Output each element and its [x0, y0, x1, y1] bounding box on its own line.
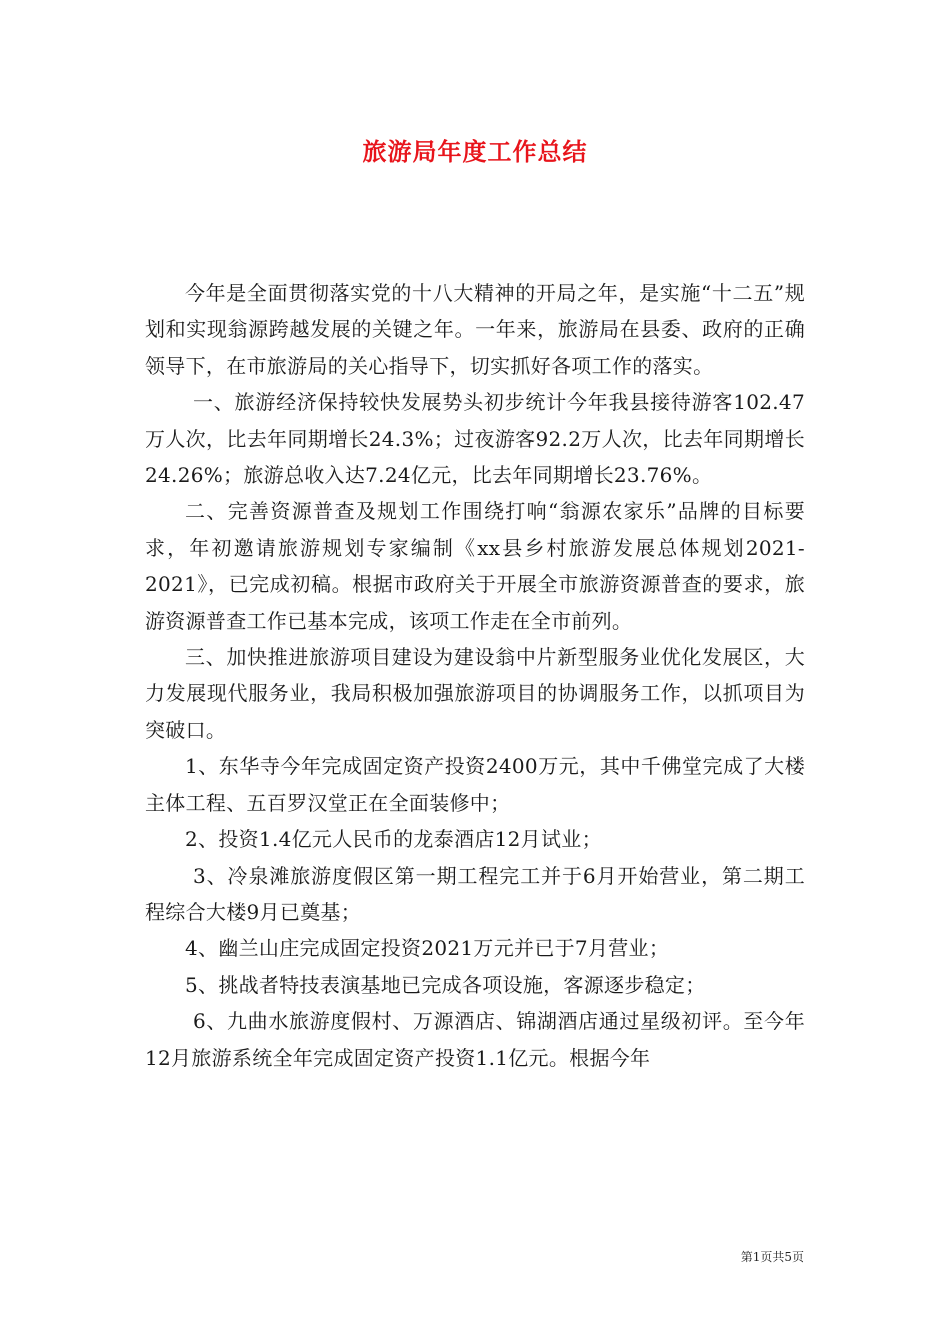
- list-item-jiuqushui-resort: 6、九曲水旅游度假村、万源酒店、锦湖酒店通过星级初评。至今年12月旅游系统全年完成固定资产投资1.1亿元。根据今年: [145, 1009, 805, 1070]
- paragraph-resource-survey: 二、完善资源普查及规划工作围绕打响“翁源农家乐”品牌的目标要求，年初邀请旅游规划专家编制《xx县乡村旅游发展总体规划2021-2021》，已完成初稿。根据市政府关于开展全市旅游资源普查的要求，旅游资源普查工作已基本完成，该项工作走在全市前列。: [145, 499, 805, 633]
- page-title: 旅游局年度工作总结: [362, 137, 588, 166]
- paragraph-project-construction: 三、加快推进旅游项目建设为建设翁中片新型服务业优化发展区，大力发展现代服务业，我局积极加强旅游项目的协调服务工作，以抓项目为突破口。: [145, 645, 805, 742]
- list-item-longtai-hotel: 2、投资1.4亿元人民币的龙泰酒店12月试业；: [185, 827, 602, 852]
- paragraph-tourism-economy: 一、旅游经济保持较快发展势头初步统计今年我县接待游客102.47万人次，比去年同期增长24.3%；过夜游客92.2万人次，比去年同期增长24.26%；旅游总收入达7.24亿元，比去年同期增长23.76%。: [145, 390, 805, 488]
- document-body: [145, 275, 805, 1076]
- paragraph-intro: 今年是全面贯彻落实党的十八大精神的开局之年，是实施“十二五”规划和实现翁源跨越发展的关键之年。一年来，旅游局在县委、政府的正确领导下，在市旅游局的关心指导下，切实抓好各项工作的落实。: [145, 281, 805, 378]
- list-item-stunt-base: 5、挑战者特技表演基地已完成各项设施，客源逐步稳定；: [185, 972, 706, 997]
- list-item-lengquantan-resort: 3、冷泉滩旅游度假区第一期工程完工并于6月开始营业，第二期工程综合大楼9月已奠基；: [145, 863, 805, 924]
- page-number: 第1页共5页: [740, 1250, 804, 1264]
- list-item-youlan-villa: 4、幽兰山庄完成固定投资2021万元并已于7月营业；: [185, 936, 670, 961]
- list-item-donghua-temple: 1、东华寺今年完成固定资产投资2400万元，其中千佛堂完成了大楼主体工程、五百罗汉堂正在全面装修中；: [145, 754, 805, 815]
